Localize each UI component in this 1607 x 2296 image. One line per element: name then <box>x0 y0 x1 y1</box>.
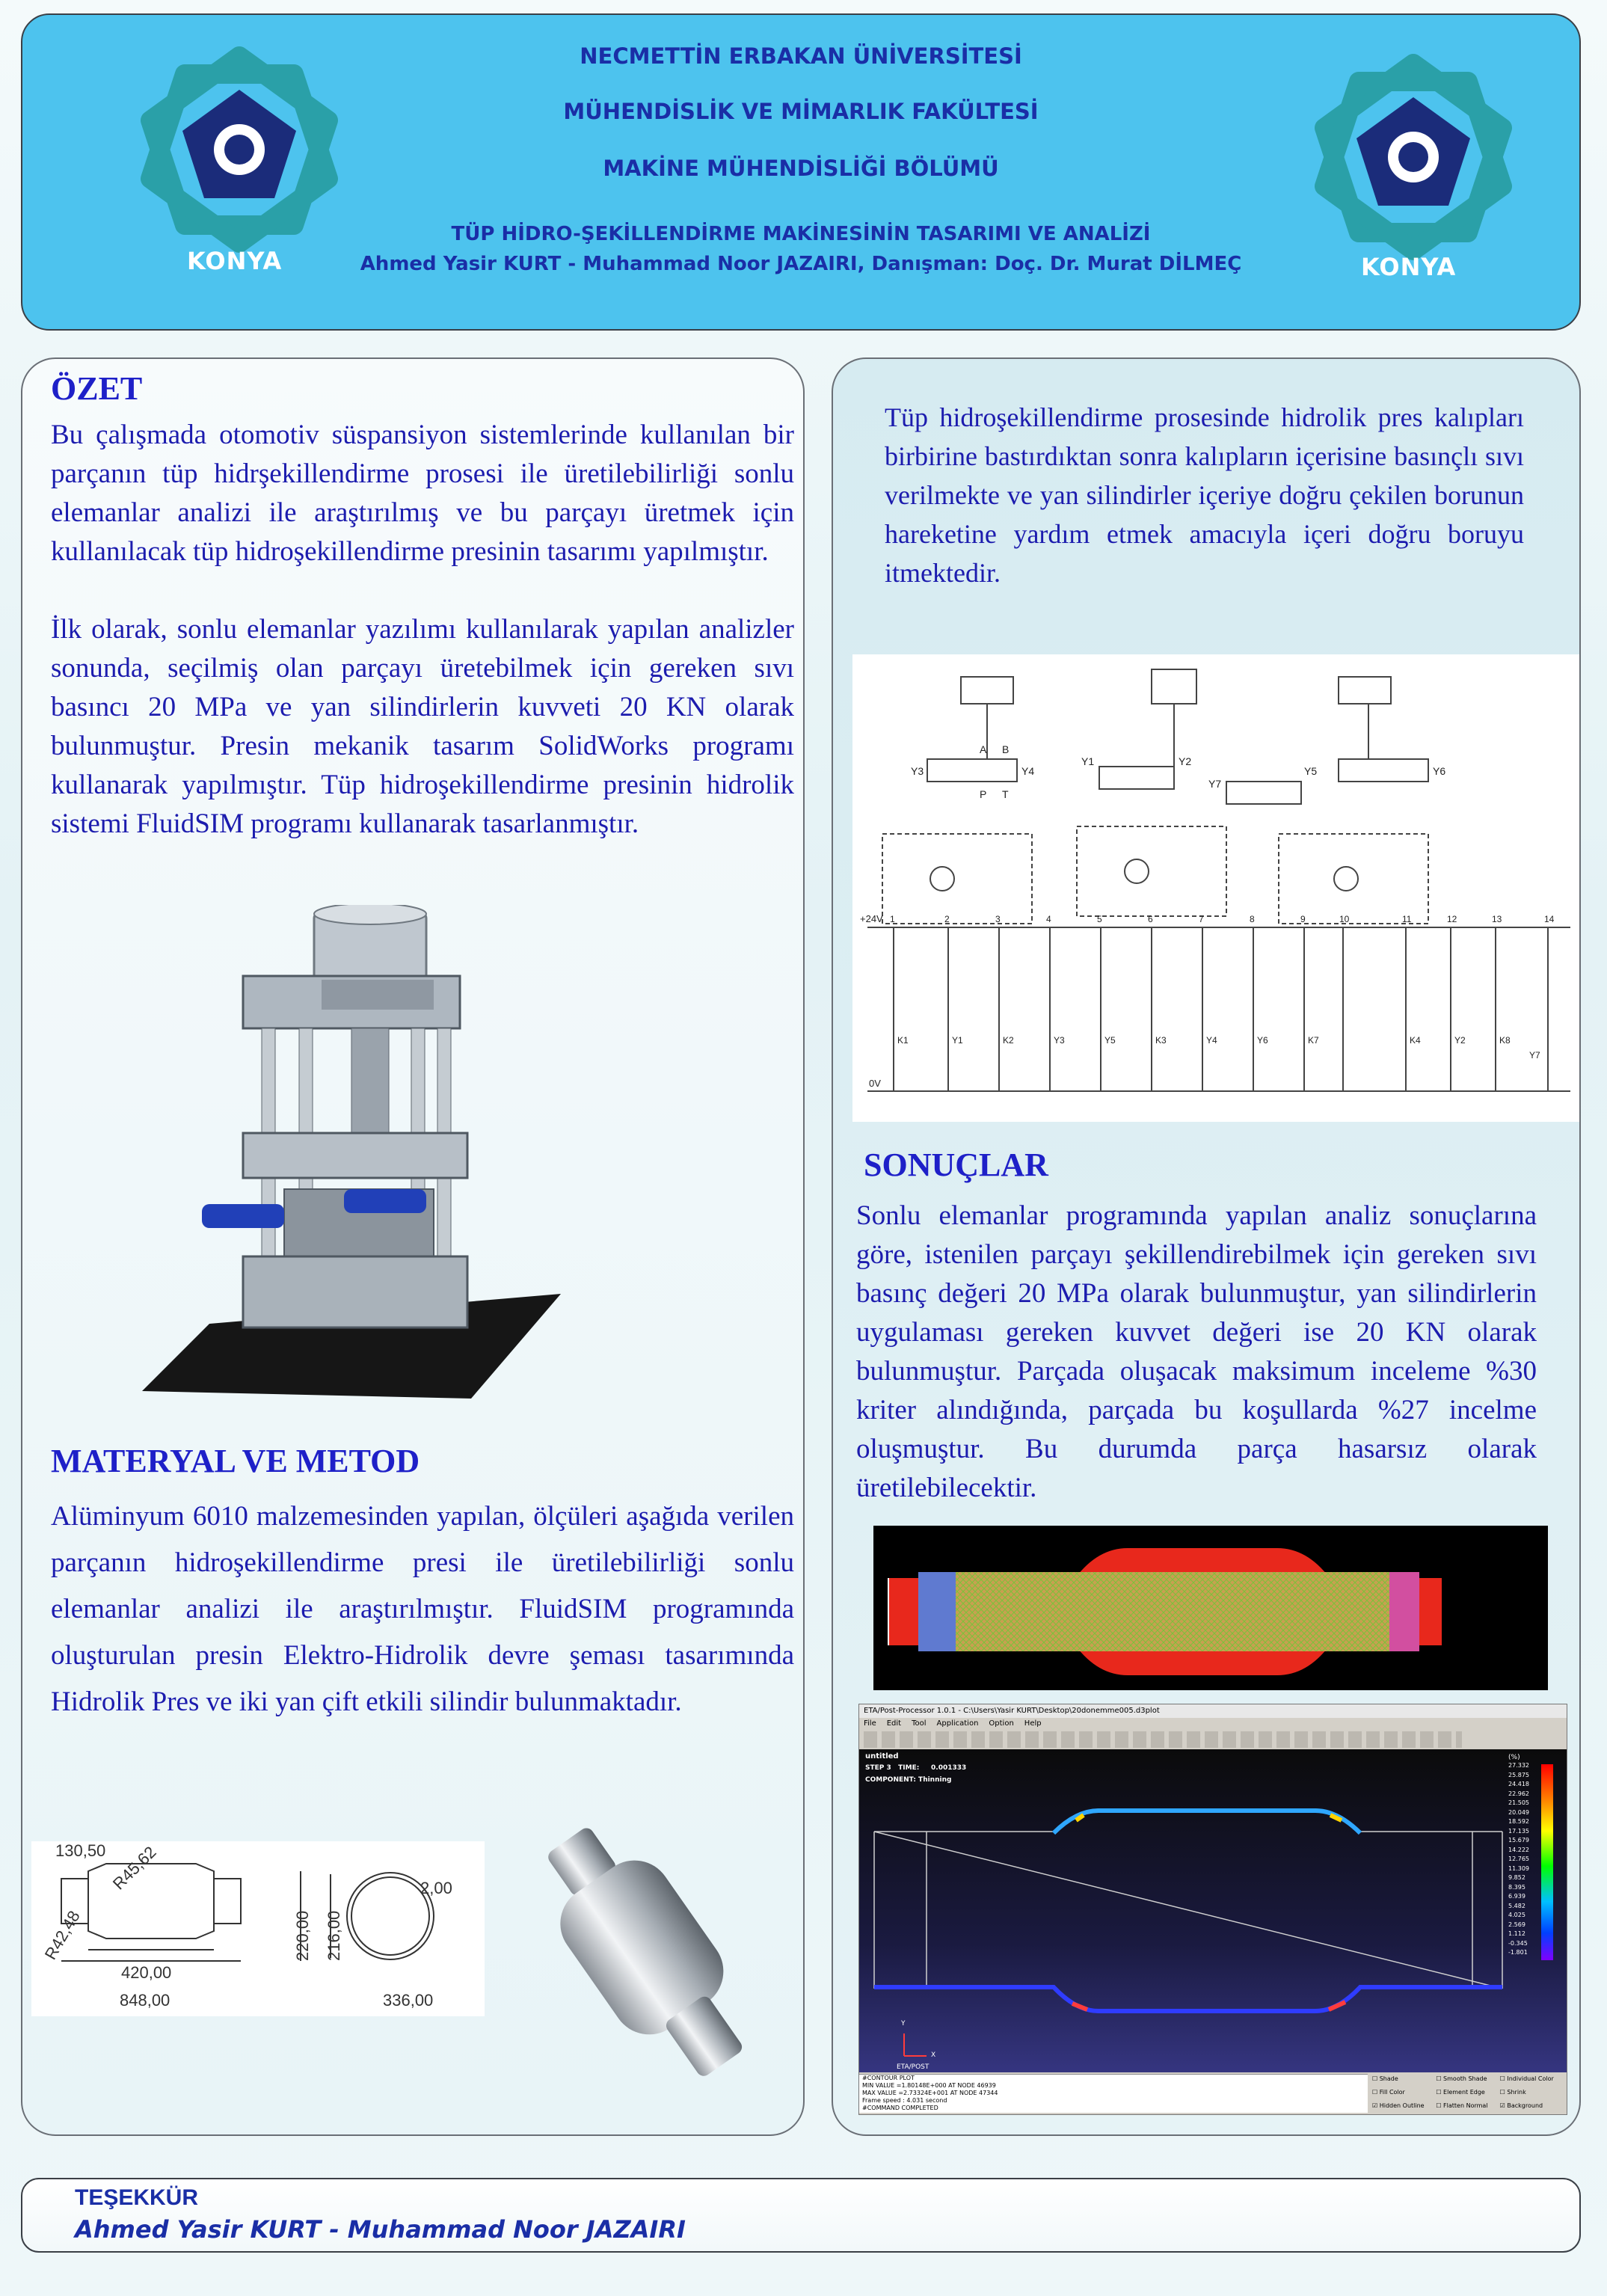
eta-toolbar <box>864 1731 1462 1748</box>
coil-label: Y5 <box>1104 1035 1116 1046</box>
materyal-heading: MATERYAL VE METOD <box>51 1443 420 1479</box>
coil-label: K7 <box>1308 1035 1319 1046</box>
ozet-paragraph-2: İlk olarak, sonlu elemanlar yazılımı kullanılarak yapılan analizler sonunda, seçilmiş olan parçayı üretebilmek için gereken sıvı basıncı 20 MPa ve yan silindirlerin kuvveti 20 KN olarak bulunmuştur. Presin mekanik tasarım SolidWorks programı kullanarak yapılmıştır. Tüp hidroşekillendirme presinin hidrolik sistemi FluidSIM programı kullanarak tasarlanmıştır. <box>51 614 794 839</box>
console-line: #COMMAND COMPLETED <box>862 2105 938 2111</box>
dim-label: 220,00 <box>293 1910 312 1961</box>
acknowledgement-names: Ahmed Yasir KURT - Muhammad Noor JAZAIRI <box>75 2215 686 2244</box>
circuit-label: A <box>980 743 987 755</box>
coil-label: Y3 <box>1054 1035 1065 1046</box>
menu-option[interactable]: Option <box>989 1719 1014 1728</box>
legend-value: 8.395 <box>1508 1883 1525 1891</box>
option-background[interactable] <box>1500 2102 1564 2113</box>
logo-label-left: KONYA <box>187 247 283 275</box>
legend-value: 5.482 <box>1508 1902 1525 1909</box>
circuit-label: Y6 <box>1433 765 1446 777</box>
dim-label: 2,00 <box>420 1879 452 1897</box>
menu-file[interactable]: File <box>864 1719 876 1728</box>
checkbox-icon: ☐ <box>1436 2102 1442 2109</box>
option-individual-color[interactable] <box>1500 2075 1564 2086</box>
checkbox-icon: ☐ <box>1499 2089 1505 2096</box>
column-label: 4 <box>1046 914 1051 924</box>
component-line: COMPONENT: Thinning <box>865 1776 952 1784</box>
legend-value: 27.332 <box>1508 1762 1529 1769</box>
coil-label: K4 <box>1410 1035 1421 1046</box>
toolbar-icons[interactable] <box>864 1731 1462 1748</box>
eta-window-title: ETA/Post-Processor 1.0.1 - C:\Users\Yasir KURT\Desktop\20donemme005.d3plot <box>864 1707 1160 1715</box>
legend-value: -1.801 <box>1508 1949 1528 1956</box>
axis-y-label: Y <box>901 2020 906 2028</box>
electro-hydraulic-circuit-diagram <box>852 654 1579 1122</box>
coil-label: K3 <box>1155 1035 1167 1046</box>
checkbox-icon: ☐ <box>1499 2075 1505 2082</box>
dim-label: 216,00 <box>325 1910 343 1961</box>
legend-value: 20.049 <box>1508 1808 1529 1816</box>
column-label: 5 <box>1097 914 1102 924</box>
legend-value: 24.418 <box>1508 1781 1529 1787</box>
option-shrink[interactable] <box>1500 2089 1564 2099</box>
option-label: Flatten Normal <box>1443 2102 1488 2109</box>
ozet-heading: ÖZET <box>51 370 143 407</box>
acknowledgement-title: TEŞEKKÜR <box>75 2185 199 2210</box>
checkbox-icon: ☐ <box>1436 2075 1442 2082</box>
option-fill-color[interactable] <box>1372 2089 1436 2099</box>
console-line: Frame speed : 4.031 second <box>862 2097 947 2104</box>
color-legend-bar <box>1541 1764 1553 1960</box>
axis-x-label: X <box>931 2051 936 2059</box>
menu-help[interactable]: Help <box>1024 1719 1042 1728</box>
legend-value: 12.765 <box>1508 1855 1529 1862</box>
checkbox-icon: ☐ <box>1372 2089 1378 2096</box>
legend-value: 6.939 <box>1508 1893 1525 1900</box>
option-flatten-normal[interactable] <box>1436 2102 1499 2113</box>
acknowledgement-footer <box>21 2178 1581 2253</box>
coil-label: Y1 <box>952 1035 963 1046</box>
legend-value: 21.505 <box>1508 1799 1529 1806</box>
dim-label: 336,00 <box>383 1991 434 2010</box>
legend-value: 18.592 <box>1508 1818 1529 1825</box>
coil-label: K1 <box>897 1035 909 1046</box>
dim-label: 848,00 <box>120 1991 170 2010</box>
eta-viewport[interactable] <box>859 1749 1567 2072</box>
eta-display-options <box>1372 2075 1564 2113</box>
sonuclar-heading: SONUÇLAR <box>864 1147 1048 1183</box>
menu-tool[interactable]: Tool <box>912 1719 927 1728</box>
option-label: Individual Color <box>1507 2075 1554 2082</box>
option-element-edge[interactable] <box>1436 2089 1499 2099</box>
part-3d-render-image <box>494 1825 793 2087</box>
circuit-label: Y5 <box>1304 765 1318 777</box>
column-label: 8 <box>1250 914 1255 924</box>
column-label: 14 <box>1544 914 1555 924</box>
department-name: MAKİNE MÜHENDİSLİĞİ BÖLÜMÜ <box>603 156 999 181</box>
legend-value: 25.875 <box>1508 1771 1529 1778</box>
materyal-paragraph: Alüminyum 6010 malzemesinden yapılan, ölçüleri aşağıda verilen parçanın hidroşekillendirme presi ile üretilebilirliği sonlu elemanlar analizi ile araştırılmıştır. FluidSIM programında oluşturulan presin Elektro-Hidrolik devre şeması tasarımında Hidrolik Pres ve iki yan çift etkili silindir bulunmaktadır. <box>51 1501 794 1717</box>
legend-value: 4.025 <box>1508 1912 1525 1918</box>
column-label: 12 <box>1447 914 1457 924</box>
poster-authors: Ahmed Yasir KURT - Muhammad Noor JAZAIRI, Danışman: Doç. Dr. Murat DİLMEÇ <box>360 253 1242 275</box>
column-label: 6 <box>1148 914 1153 924</box>
coil-label: K8 <box>1499 1035 1511 1046</box>
checkbox-icon: ☐ <box>1436 2089 1442 2096</box>
press-3d-model-image <box>97 905 598 1413</box>
circuit-label: Y2 <box>1179 755 1192 767</box>
dim-label: R45,62 <box>108 1842 160 1894</box>
option-hidden-outline[interactable] <box>1372 2102 1436 2113</box>
column-label: 11 <box>1402 914 1412 924</box>
legend-value: 22.962 <box>1508 1790 1529 1797</box>
coil-label: Y7 <box>1529 1050 1540 1060</box>
console-line: #CONTOUR PLOT <box>862 2075 915 2081</box>
legend-value: 1.112 <box>1508 1930 1525 1937</box>
legend-value: 17.135 <box>1508 1827 1529 1835</box>
checkbox-icon: ☑ <box>1499 2102 1505 2109</box>
legend-value: -0.345 <box>1508 1939 1528 1947</box>
circuit-label: B <box>1002 743 1010 755</box>
eta-menubar <box>859 1718 1567 1730</box>
poster-title: TÜP HİDRO-ŞEKİLLENDİRME MAKİNESİNİN TASARIMI VE ANALİZİ <box>451 223 1151 245</box>
option-label: Background <box>1507 2102 1543 2109</box>
option-label: Fill Color <box>1379 2089 1405 2096</box>
option-label: Shrink <box>1507 2089 1526 2096</box>
coil-label: Y4 <box>1206 1035 1217 1046</box>
legend-values <box>1508 1761 1529 1958</box>
legend-value: 9.852 <box>1508 1874 1525 1881</box>
part-technical-drawing <box>31 1841 485 2016</box>
column-label: 7 <box>1199 914 1204 924</box>
console-line: MIN VALUE =1.80148E+000 AT NODE 46939 <box>862 2082 996 2089</box>
viewport-title: untitled <box>865 1752 899 1761</box>
circuit-label: P <box>980 788 987 800</box>
viewport-footer-label: ETA/POST <box>897 2063 930 2071</box>
option-label: Shade <box>1379 2075 1398 2082</box>
checkbox-icon: ☐ <box>1372 2075 1378 2082</box>
dim-label: 130,50 <box>55 1841 106 1860</box>
column-label: 10 <box>1339 914 1350 924</box>
logo-label-right: KONYA <box>1361 253 1457 281</box>
column-label: 2 <box>944 914 950 924</box>
option-smooth-shade[interactable] <box>1436 2075 1499 2086</box>
dim-label: 420,00 <box>121 1963 172 1982</box>
step-line: STEP 3 TIME: 0.001333 <box>865 1764 967 1772</box>
column-label: 1 <box>890 914 895 924</box>
eta-titlebar <box>859 1704 1567 1718</box>
supply-label: 0V <box>869 1078 881 1089</box>
header-banner <box>21 13 1581 331</box>
column-label: 13 <box>1492 914 1502 924</box>
faculty-name: MÜHENDİSLİK VE MİMARLIK FAKÜLTESİ <box>563 99 1039 124</box>
circuit-label: T <box>1002 788 1009 800</box>
column-label: 9 <box>1300 914 1306 924</box>
column-label: 3 <box>995 914 1001 924</box>
option-shade[interactable] <box>1372 2075 1436 2086</box>
circuit-label: Y4 <box>1021 765 1035 777</box>
eta-console <box>859 2074 1368 2113</box>
supply-label: +24V <box>860 913 883 924</box>
legend-value: 14.222 <box>1508 1846 1529 1853</box>
ozet-paragraph-1: Bu çalışmada otomotiv süspansiyon sistemlerinde kullanılan bir parçanın tüp hidrşekillendirme prosesi ile üretilebilirliği sonlu elemanlar analizi ile araştırılmış ve bu parçayı üretmek için kullanılacak tüp hidroşekillendirme presinin tasarımı yapılmıştır. <box>51 420 794 567</box>
checkbox-icon: ☑ <box>1372 2102 1378 2109</box>
option-label: Hidden Outline <box>1379 2102 1425 2109</box>
dim-label: R42,48 <box>40 1907 84 1963</box>
option-label: Smooth Shade <box>1443 2075 1487 2082</box>
fea-mesh-tube-image <box>873 1526 1548 1690</box>
coil-label: K2 <box>1003 1035 1014 1046</box>
legend-value: 2.569 <box>1508 1921 1525 1928</box>
menu-application[interactable]: Application <box>936 1719 979 1728</box>
circuit-label: Y3 <box>911 765 924 777</box>
circuit-label: Y1 <box>1081 755 1095 767</box>
menu-edit[interactable]: Edit <box>886 1719 902 1728</box>
console-line: MAX VALUE =2.73324E+001 AT NODE 47344 <box>862 2090 998 2096</box>
coil-label: Y2 <box>1454 1035 1466 1046</box>
process-description: Tüp hidroşekillendirme prosesinde hidrolik pres kalıpları birbirine bastırdıktan sonra kalıpların içerisine basınçlı sıvı verilmekte ve yan silindirler içeriye doğru çekilen borunun hareketine yardım etmek amacıyla içeri doğru boruyu itmektedir. <box>885 402 1524 588</box>
university-name: NECMETTİN ERBAKAN ÜNİVERSİTESİ <box>580 43 1022 69</box>
option-label: Element Edge <box>1443 2089 1485 2096</box>
coil-label: Y6 <box>1257 1035 1268 1046</box>
legend-value: 11.309 <box>1508 1864 1529 1872</box>
legend-unit: (%) <box>1508 1754 1520 1761</box>
eta-post-window <box>858 1704 1567 2115</box>
legend-value: 15.679 <box>1508 1837 1529 1844</box>
sonuclar-paragraph: Sonlu elemanlar programında yapılan analiz sonuçlarına göre, istenilen parçayı şekillendirebilmek için gereken sıvı basınç değeri 20 MPa olarak bulunmuştur, yan silindirlerin uygulaması gereken kuvvet değeri ise 20 KN olarak bulunmuştur. Parçada oluşacak maksimum inceleme %30 kriter alındığında, parçada bu koşullarda %27 incelme oluşmuştur. Bu durumda parça hasarsız olarak üretilebilecektir. <box>856 1200 1537 1503</box>
circuit-label: Y7 <box>1208 778 1222 790</box>
